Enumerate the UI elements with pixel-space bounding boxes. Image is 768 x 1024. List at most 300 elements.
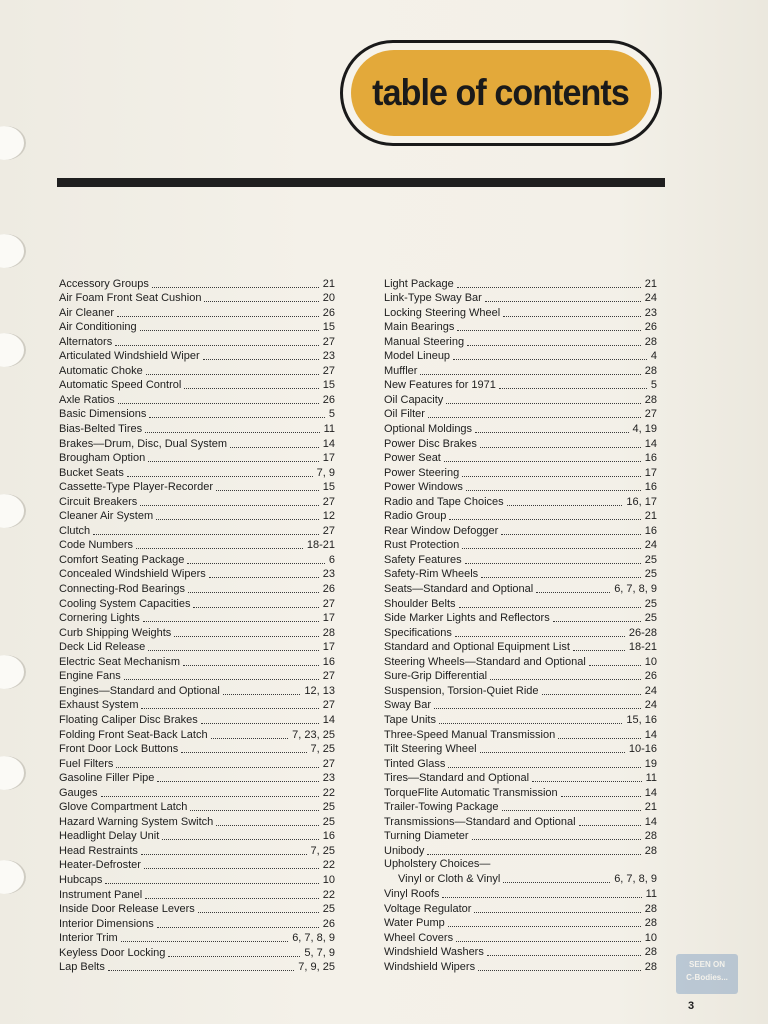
- toc-entry-page: 4, 19: [632, 423, 657, 436]
- dot-leader: [216, 478, 319, 491]
- dot-leader: [428, 405, 641, 418]
- toc-entry-label: Main Bearings: [384, 321, 455, 334]
- toc-column-right: [384, 276, 657, 974]
- dot-leader: [101, 784, 319, 797]
- dot-leader: [152, 275, 319, 288]
- dot-leader: [487, 943, 641, 956]
- toc-entry-label: Transmissions—Standard and Optional: [384, 815, 576, 828]
- title-badge: [340, 40, 662, 146]
- dot-leader: [456, 929, 641, 942]
- toc-entry-label: Cleaner Air System: [59, 510, 154, 523]
- toc-entry-label: Locking Steering Wheel: [384, 306, 501, 319]
- dot-leader: [427, 842, 640, 855]
- dot-leader: [480, 740, 625, 753]
- toc-entry-label: Gasoline Filler Pipe: [59, 772, 155, 785]
- toc-entry-page: 6, 7, 8, 9: [292, 932, 335, 945]
- toc-entry-page: 16: [644, 481, 657, 494]
- dot-leader: [174, 624, 318, 637]
- dot-leader: [211, 726, 289, 739]
- toc-entry-label: Radio and Tape Choices: [384, 495, 504, 508]
- toc-entry-label: Shoulder Belts: [384, 597, 456, 610]
- toc-entry-label: Power Disc Brakes: [384, 437, 477, 450]
- toc-entry-label: Cooling System Capacities: [59, 597, 191, 610]
- toc-entry-page: 14: [644, 728, 657, 741]
- dot-leader: [168, 944, 300, 957]
- dot-leader: [203, 347, 319, 360]
- toc-entry-label: Safety-Rim Wheels: [384, 568, 479, 581]
- toc-entry-page: 7, 9: [316, 466, 335, 479]
- toc-entry-label: Glove Compartment Latch: [59, 801, 188, 814]
- dot-leader: [502, 798, 641, 811]
- dot-leader: [216, 813, 318, 826]
- toc-entry-page: 23: [322, 350, 335, 363]
- dot-leader: [223, 682, 301, 695]
- dot-leader: [198, 900, 319, 913]
- toc-entry-label: Wheel Covers: [384, 931, 454, 944]
- dot-leader: [127, 464, 313, 477]
- toc-entry-page: 25: [322, 801, 335, 814]
- toc-entry-label: Tinted Glass: [384, 757, 446, 770]
- toc-entry-label: Specifications: [384, 626, 452, 639]
- toc-entry-page: 25: [322, 815, 335, 828]
- toc-entry-page: 25: [644, 553, 657, 566]
- dot-leader: [462, 536, 641, 549]
- toc-entry-label: New Features for 1971: [384, 379, 496, 392]
- toc-entry-page: 7, 9, 25: [298, 961, 335, 974]
- toc-entry-page: 12: [322, 510, 335, 523]
- toc-entry-page: 14: [322, 437, 335, 450]
- toc-entry-page: 26: [322, 393, 335, 406]
- toc-entry-page: 14: [322, 713, 335, 726]
- toc-entry-page: 12, 13: [304, 684, 335, 697]
- dot-leader: [501, 522, 640, 535]
- toc-entry-page: 24: [644, 539, 657, 552]
- toc-entry-page: 6, 7, 8, 9: [614, 873, 657, 886]
- toc-entry-page: 26: [322, 306, 335, 319]
- toc-entry-label: Turning Diameter: [384, 830, 469, 843]
- toc-entry-page: 24: [644, 699, 657, 712]
- toc-entry-page: 15, 16: [626, 713, 657, 726]
- toc-entry-label: Rust Protection: [384, 539, 460, 552]
- page-number: 3: [688, 1000, 695, 1012]
- dot-leader: [561, 784, 641, 797]
- dot-leader: [201, 711, 319, 724]
- toc-entry-page: 14: [644, 786, 657, 799]
- dot-leader: [118, 391, 319, 404]
- toc-entry-page: 15: [322, 481, 335, 494]
- toc-entry-page: 23: [322, 568, 335, 581]
- toc-entry-label: Clutch: [59, 524, 91, 537]
- toc-entry-label: Link-Type Sway Bar: [384, 292, 482, 305]
- dot-leader: [503, 304, 641, 317]
- toc-entry-label: Deck Lid Release: [59, 641, 146, 654]
- dot-leader: [481, 565, 641, 578]
- toc-entry-page: 27: [322, 757, 335, 770]
- toc-entry-page: 10: [322, 873, 335, 886]
- toc-entry-page: 7, 25: [310, 743, 335, 756]
- toc-entry-label: Power Windows: [384, 481, 463, 494]
- dot-leader: [457, 318, 640, 331]
- toc-entry-page: 21: [644, 510, 657, 523]
- toc-entry-label: Voltage Regulator: [384, 902, 472, 915]
- toc-entry-page: 28: [644, 393, 657, 406]
- toc-entry-label: Interior Dimensions: [59, 917, 154, 930]
- toc-entry-label: Folding Front Seat-Back Latch: [59, 728, 208, 741]
- toc-entry-label: Engine Fans: [59, 670, 121, 683]
- dot-leader: [190, 798, 318, 811]
- toc-entry-label: Engines—Standard and Optional: [59, 684, 220, 697]
- toc-entry-label: Fuel Filters: [59, 757, 114, 770]
- toc-entry-page: 28: [644, 830, 657, 843]
- toc-entry-label: Alternators: [59, 335, 113, 348]
- toc-entry-label: Model Lineup: [384, 350, 451, 363]
- dot-leader: [184, 376, 318, 389]
- dot-leader: [532, 769, 641, 782]
- dot-leader: [148, 449, 319, 462]
- page-title: table of contents: [372, 72, 630, 113]
- toc-entry-page: 28: [644, 844, 657, 857]
- toc-entry-label: Trailer-Towing Package: [384, 801, 499, 814]
- dot-leader: [121, 929, 289, 942]
- toc-entry-label: Connecting-Rod Bearings: [59, 583, 185, 596]
- toc-entry-page: 25: [644, 612, 657, 625]
- dot-leader: [439, 711, 622, 724]
- toc-entry-page: 5: [650, 379, 657, 392]
- toc-entry-label: Vinyl Roofs: [384, 887, 440, 900]
- toc-entry-page: 22: [322, 859, 335, 872]
- toc-entry-page: 5: [328, 408, 335, 421]
- toc-entry-label: Cassette-Type Player-Recorder: [59, 481, 214, 494]
- toc-entry-label: Brougham Option: [59, 452, 146, 465]
- toc-entry-label: Light Package: [384, 277, 454, 290]
- toc-entry-label: Automatic Speed Control: [59, 379, 182, 392]
- toc-column-left: [59, 276, 335, 974]
- dot-leader: [542, 682, 641, 695]
- dot-leader: [108, 958, 294, 971]
- toc-entry-page: 11: [645, 772, 657, 785]
- toc-entry-page: 24: [644, 292, 657, 305]
- dot-leader: [466, 478, 641, 491]
- toc-entry-page: 28: [644, 946, 657, 959]
- dot-leader: [442, 885, 641, 898]
- toc-entry-page: 6: [328, 553, 335, 566]
- toc-entry-page: 24: [644, 684, 657, 697]
- toc-entry-page: 28: [644, 960, 657, 973]
- toc-entry-label: Curb Shipping Weights: [59, 626, 172, 639]
- dot-leader: [148, 638, 319, 651]
- toc-entry-label: Concealed Windshield Wipers: [59, 568, 206, 581]
- toc-entry-page: 25: [644, 597, 657, 610]
- toc-entry-label: Three-Speed Manual Transmission: [384, 728, 556, 741]
- toc-entry-label: Oil Filter: [384, 408, 425, 421]
- toc-entry-page: 27: [644, 408, 657, 421]
- toc-entry-label: Accessory Groups: [59, 277, 149, 290]
- toc-entry-label: Suspension, Torsion-Quiet Ride: [384, 684, 539, 697]
- dot-leader: [156, 507, 319, 520]
- dot-leader: [579, 813, 641, 826]
- toc-entry-page: 28: [644, 902, 657, 915]
- dot-leader: [457, 275, 641, 288]
- toc-entry-label: Instrument Panel: [59, 888, 143, 901]
- dot-leader: [573, 638, 625, 651]
- toc-entry-page: 10: [644, 931, 657, 944]
- toc-entry-label: Heater-Defroster: [59, 859, 141, 872]
- dot-leader: [124, 667, 319, 680]
- toc-entry-page: 26-28: [628, 626, 657, 639]
- toc-entry-page: 16: [644, 452, 657, 465]
- toc-entry-label: Interior Trim: [59, 932, 118, 945]
- toc-entry-label: Water Pump: [384, 917, 445, 930]
- dot-leader: [157, 769, 318, 782]
- dot-leader: [183, 653, 319, 666]
- toc-entry-label: Axle Ratios: [59, 393, 115, 406]
- toc-entry-label-continued: Vinyl or Cloth & Vinyl: [398, 873, 501, 886]
- toc-entry-label: Basic Dimensions: [59, 408, 147, 421]
- dot-leader: [472, 827, 641, 840]
- dot-leader: [503, 870, 610, 883]
- toc-entry-label: Head Restraints: [59, 844, 138, 857]
- dot-leader: [455, 624, 625, 637]
- dot-leader: [105, 871, 318, 884]
- watermark-logo: [676, 954, 738, 994]
- toc-entry: [384, 959, 657, 974]
- toc-entry-label: Front Door Lock Buttons: [59, 743, 179, 756]
- toc-entry-page: 26: [322, 583, 335, 596]
- dot-leader: [141, 696, 318, 709]
- dot-leader: [188, 580, 319, 593]
- toc-entry-page: 7, 25: [310, 844, 335, 857]
- toc-entry-page: 27: [322, 670, 335, 683]
- toc-entry-label: Tires—Standard and Optional: [384, 772, 530, 785]
- toc-entry-page: 17: [322, 452, 335, 465]
- dot-leader: [444, 449, 641, 462]
- toc-entry-page: 16: [322, 830, 335, 843]
- toc-entry-label: Standard and Optional Equipment List: [384, 641, 570, 654]
- toc-entry-page: 27: [322, 597, 335, 610]
- dot-leader: [143, 609, 319, 622]
- dot-leader: [480, 435, 641, 448]
- toc-entry-label: Power Steering: [384, 466, 460, 479]
- dot-leader: [485, 289, 641, 302]
- dot-leader: [507, 493, 623, 506]
- toc-entry-label: Inside Door Release Levers: [59, 903, 195, 916]
- toc-entry-label: Sure-Grip Differential: [384, 670, 488, 683]
- toc-entry-label: Air Conditioning: [59, 321, 137, 334]
- toc-entry-label: Side Marker Lights and Reflectors: [384, 612, 550, 625]
- toc-entry-page: 22: [322, 786, 335, 799]
- toc-entry: [384, 843, 657, 858]
- title-badge-fill: [351, 50, 651, 136]
- toc-entry-label: Seats—Standard and Optional: [384, 583, 534, 596]
- toc-entry-page: 28: [644, 335, 657, 348]
- toc-entry-page: 14: [644, 815, 657, 828]
- toc-entry-page: 18-21: [306, 539, 335, 552]
- toc-entry-page: 26: [322, 917, 335, 930]
- toc-entry-label: Floating Caliper Disc Brakes: [59, 713, 198, 726]
- dot-leader: [453, 347, 647, 360]
- toc-entry-page: 25: [644, 568, 657, 581]
- dot-leader: [145, 420, 319, 433]
- toc-entry: [59, 960, 335, 975]
- dot-leader: [157, 915, 319, 928]
- watermark-line2: C-Bodies...: [686, 973, 728, 982]
- toc-entry-page: 11: [323, 423, 335, 436]
- dot-leader: [474, 900, 640, 913]
- toc-entry-page: 21: [322, 277, 335, 290]
- toc-entry-label: TorqueFlite Automatic Transmission: [384, 786, 558, 799]
- toc-entry-page: 17: [644, 466, 657, 479]
- toc-entry-page: 5, 7, 9: [304, 946, 335, 959]
- watermark-line1: SEEN ON: [688, 960, 725, 969]
- toc-entry-page: 16, 17: [626, 495, 657, 508]
- toc-entry-label: Circuit Breakers: [59, 495, 138, 508]
- toc-entry-page: 21: [644, 801, 657, 814]
- dot-leader: [116, 755, 318, 768]
- dot-leader: [589, 653, 641, 666]
- dot-leader: [459, 595, 641, 608]
- dot-leader: [490, 667, 641, 680]
- dot-leader: [181, 740, 306, 753]
- dot-leader: [448, 914, 641, 927]
- dot-leader: [136, 536, 303, 549]
- toc-entry-page: 16: [644, 524, 657, 537]
- toc-entry-page: 19: [644, 757, 657, 770]
- toc-entry-label: Radio Group: [384, 510, 447, 523]
- toc-entry-page: 15: [322, 321, 335, 334]
- toc-entry-page: 15: [322, 379, 335, 392]
- dot-leader: [465, 551, 641, 564]
- toc-entry-label: Muffler: [384, 364, 418, 377]
- toc-entry-label: Comfort Seating Package: [59, 553, 185, 566]
- toc-entry-page: 16: [322, 655, 335, 668]
- toc-entry-label: Code Numbers: [59, 539, 133, 552]
- toc-entry-page: 17: [322, 612, 335, 625]
- toc-entry-label: Hazard Warning System Switch: [59, 815, 214, 828]
- toc-entry-page: 27: [322, 335, 335, 348]
- dot-leader: [145, 886, 319, 899]
- dot-leader: [558, 726, 641, 739]
- toc-entry-page: 28: [322, 626, 335, 639]
- toc-entry: [384, 567, 657, 582]
- toc-entry: [59, 712, 335, 727]
- dot-leader: [553, 609, 641, 622]
- toc-entry-label: Headlight Delay Unit: [59, 830, 160, 843]
- toc-entry-label: Safety Features: [384, 553, 462, 566]
- toc-entry-page: 7, 23, 25: [292, 728, 335, 741]
- toc-entry-label: Tilt Steering Wheel: [384, 743, 477, 756]
- dot-leader: [478, 958, 641, 971]
- dot-leader: [434, 696, 641, 709]
- dot-leader: [140, 318, 319, 331]
- dot-leader: [446, 391, 640, 404]
- toc-entry-page: 22: [322, 888, 335, 901]
- header-divider: [57, 178, 665, 187]
- toc-entry-label: Steering Wheels—Standard and Optional: [384, 655, 586, 668]
- dot-leader: [536, 580, 610, 593]
- toc-entry-label: Bucket Seats: [59, 466, 124, 479]
- toc-entry-page: 4: [650, 350, 657, 363]
- dot-leader: [449, 507, 640, 520]
- dot-leader: [209, 565, 319, 578]
- toc-entry-page: 26: [644, 670, 657, 683]
- toc-entry-page: 25: [322, 903, 335, 916]
- dot-leader: [230, 435, 319, 448]
- toc-entry-label: Tape Units: [384, 713, 436, 726]
- toc-entry-page: 10-16: [628, 743, 657, 756]
- toc-entry-label: Hubcaps: [59, 873, 103, 886]
- toc-entry-label: Articulated Windshield Wiper: [59, 350, 200, 363]
- toc-entry-page: 14: [644, 437, 657, 450]
- dot-leader: [144, 856, 319, 869]
- toc-entry-label: Cornering Lights: [59, 612, 140, 625]
- toc-entry-label: Rear Window Defogger: [384, 524, 499, 537]
- toc-entry-label: Keyless Door Locking: [59, 946, 166, 959]
- dot-leader: [467, 333, 641, 346]
- toc-entry-label: Electric Seat Mechanism: [59, 655, 181, 668]
- dot-leader: [149, 405, 324, 418]
- toc-entry-label: Lap Belts: [59, 961, 105, 974]
- dot-leader: [420, 362, 640, 375]
- toc-entry-page: 27: [322, 699, 335, 712]
- toc-entry-label: Power Seat: [384, 452, 441, 465]
- dot-leader: [462, 464, 641, 477]
- toc-entry-label: Automatic Choke: [59, 364, 143, 377]
- dot-leader: [475, 420, 628, 433]
- toc-entry-page: 27: [322, 495, 335, 508]
- toc-entry-label: Brakes—Drum, Disc, Dual System: [59, 437, 228, 450]
- dot-leader: [93, 522, 319, 535]
- toc-entry-label: Air Cleaner: [59, 306, 115, 319]
- toc-entry-page: 23: [322, 772, 335, 785]
- toc-entry-page: 27: [322, 364, 335, 377]
- toc-entry-label: Air Foam Front Seat Cushion: [59, 292, 202, 305]
- toc-entry-label: Gauges: [59, 786, 98, 799]
- dot-leader: [499, 376, 647, 389]
- toc-entry-label: Windshield Wipers: [384, 960, 476, 973]
- dot-leader: [140, 493, 319, 506]
- toc-entry-page: 11: [645, 887, 657, 900]
- toc-entry-page: 28: [644, 917, 657, 930]
- dot-leader: [187, 551, 325, 564]
- toc-entry-label: Optional Moldings: [384, 423, 473, 436]
- toc-entry-label: Manual Steering: [384, 335, 465, 348]
- toc-entry-page: 6, 7, 8, 9: [614, 583, 657, 596]
- toc-entry-page: 27: [322, 524, 335, 537]
- toc-entry-label: Exhaust System: [59, 699, 139, 712]
- toc-entry-page: 20: [322, 292, 335, 305]
- dot-leader: [117, 304, 319, 317]
- dot-leader: [193, 595, 318, 608]
- toc-entry-page: 28: [644, 364, 657, 377]
- toc-entry-page: 18-21: [628, 641, 657, 654]
- dot-leader: [115, 333, 319, 346]
- toc-entry-page: 23: [644, 306, 657, 319]
- dot-leader: [141, 842, 307, 855]
- toc-entry-page: 26: [644, 321, 657, 334]
- toc-entry-label: Upholstery Choices—: [384, 857, 491, 870]
- toc-entry-label: Oil Capacity: [384, 393, 444, 406]
- toc-entry-page: 10: [644, 655, 657, 668]
- dot-leader: [162, 827, 318, 840]
- toc-entry: [384, 858, 657, 887]
- toc-entry-label: Windshield Washers: [384, 946, 484, 959]
- dot-leader: [204, 289, 318, 302]
- toc-entry-label: Sway Bar: [384, 699, 432, 712]
- toc-entry-label: Unibody: [384, 844, 425, 857]
- dot-leader: [146, 362, 319, 375]
- toc-entry-label: Bias-Belted Tires: [59, 423, 143, 436]
- toc-entry-page: 17: [322, 641, 335, 654]
